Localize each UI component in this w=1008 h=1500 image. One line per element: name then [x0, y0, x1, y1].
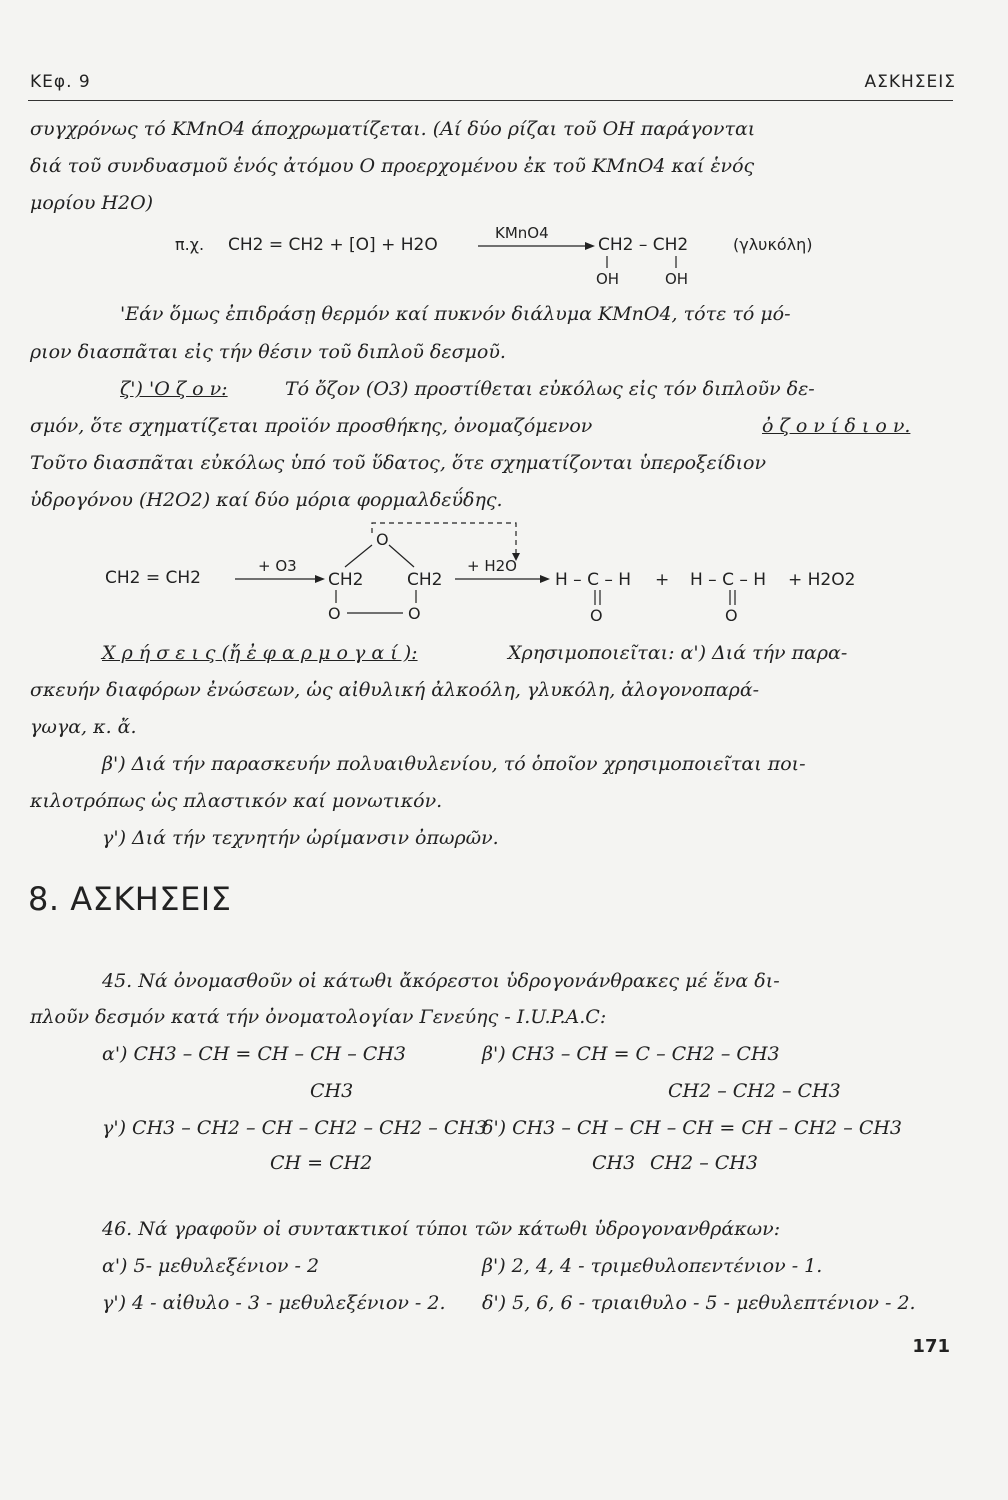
header-rule [28, 100, 953, 101]
eq2-prod2: H – C – H [690, 570, 767, 590]
para2-line1: 'Εάν ὅμως ἐπιδράσῃ θερμόν καί πυκνόν διάλυμα ΚΜnO4, τότε τό μό- [120, 303, 791, 325]
ex45-d-sub2: CH2 – CH3 [650, 1152, 758, 1174]
para1-line3: μορίου H2O) [30, 192, 154, 214]
ozonolysis-scheme [0, 515, 1008, 625]
chapter-header: ΚΕφ. 9 [30, 72, 91, 92]
eq2-reagent1: + O3 [258, 557, 297, 575]
ex46-line1: 46. Νά γραφοῦν οἱ συντακτικοί τύποι τῶν κάτωθι ὑδρογονανθράκων: [102, 1218, 781, 1240]
eq1-prefix: π.χ. [175, 235, 205, 254]
eq2-reagent2: + H2O [467, 557, 517, 575]
eq2-o-prod1: O [590, 606, 603, 625]
eq2-o-left: O [328, 604, 341, 623]
eq2-bond-left [345, 545, 372, 567]
ozone-line4: ὑδρογόνου (H2O2) καί δύο μόρια φορμαλδεΰδης. [30, 489, 503, 511]
eq1-lhs: CH2 = CH2 + [O] + H2O [228, 235, 438, 255]
uses-b-line1: β') Διά τήν παρασκευήν πολυαιθυλενίου, τό ὁποῖον χρησιμοποιεῖται ποι- [102, 753, 806, 775]
eq2-arrowhead2 [540, 575, 550, 583]
eq2-plus1: + [655, 570, 670, 590]
uses-c-line1: γ') Διά τήν τεχνητήν ὠρίμανσιν ὀπωρῶν. [102, 827, 499, 849]
eq2-plus2: + H2O2 [788, 570, 856, 590]
ex46-a: α') 5- μεθυλεξένιον - 2 [102, 1255, 320, 1277]
uses-line2: σκευήν διαφόρων ἐνώσεων, ὡς αἰθυλική ἀλκοόλη, γλυκόλη, ἀλογονοπαρά- [30, 679, 760, 701]
eq1-reagent: KMnO4 [495, 224, 549, 242]
eq1-name: (γλυκόλη) [733, 235, 813, 254]
section-title: 8. ΑΣΚΗΣΕΙΣ [28, 880, 232, 918]
eq2-arrowhead1 [315, 575, 325, 583]
uses-line3: γωγα, κ. ἄ. [30, 716, 137, 738]
para2-line2: ριον διασπᾶται εἰς τήν θέσιν τοῦ διπλοῦ δεσμοῦ. [30, 341, 506, 363]
ex46-b: β') 2, 4, 4 - τριμεθυλοπεντένιον - 1. [482, 1255, 823, 1277]
uses-b-line2: κιλοτρόπως ὡς πλαστικόν καί μονωτικόν. [30, 790, 443, 812]
eq2-o-right: O [408, 604, 421, 623]
ozone-line3: Τοῦτο διασπᾶται εὐκόλως ὑπό τοῦ ὕδατος, ὅτε σχηματίζονται ὑπεροξείδιον [30, 452, 767, 474]
glycol-equation [0, 220, 1008, 290]
para1-line2: διά τοῦ συνδυασμοῦ ἑνός ἀτόμου O προερχομένου ἐκ τοῦ ΚΜnO4 καί ἑνός [30, 155, 755, 177]
ex45-line1: 45. Νά ὀνομασθοῦν οἱ κάτωθι ἄκόρεστοι ὑδρογονάνθρακες μέ ἕνα δι- [102, 970, 780, 992]
eq1-arrowhead [585, 242, 595, 250]
section-header: ΑΣΚΗΣΕΙΣ [864, 72, 956, 92]
eq2-o-prod2: O [725, 606, 738, 625]
ex45-b: β') CH3 – CH = C – CH2 – CH3 [482, 1043, 780, 1065]
eq2-prod1: H – C – H [555, 570, 632, 590]
ex45-d-sub1: CH3 [592, 1152, 636, 1174]
eq1-oh2: OH [665, 270, 689, 288]
eq1-rhs: CH2 – CH2 [598, 235, 689, 255]
uses-title: Χ ρ ή σ ε ι ς (ἤ ἐ φ α ρ μ ο γ α ί ): [102, 642, 418, 664]
ex45-b-sub: CH2 – CH2 – CH3 [668, 1080, 841, 1102]
eq2-o-top: O [376, 530, 389, 549]
ex45-g-sub: CH = CH2 [270, 1152, 373, 1174]
eq2-ch2a: CH2 [328, 570, 364, 590]
para1-line1: συγχρόνως τό ΚΜnO4 άποχρωματίζεται. (Αί δύο ρίζαι τοῦ OH παράγονται [30, 118, 756, 140]
ex45-line2: πλοῦν δεσμόν κατά τήν ὀνοματολογίαν Γενεύης - I.U.P.A.C: [30, 1006, 607, 1028]
ozone-line2: σμόν, ὅτε σχηματίζεται προϊόν προσθήκης, ὀνομαζόμενον [30, 415, 593, 437]
eq2-lhs: CH2 = CH2 [105, 568, 201, 588]
ex45-a-sub: CH3 [310, 1080, 354, 1102]
ozonide-term: ὀ ζ ο ν ί δ ι ο ν. [762, 415, 911, 437]
ex45-d: δ') CH3 – CH – CH – CH = CH – CH2 – CH3 [482, 1117, 903, 1139]
ex45-a: α') CH3 – CH = CH – CH – CH3 [102, 1043, 406, 1065]
eq2-bond-right [389, 545, 414, 567]
eq2-ch2b: CH2 [407, 570, 443, 590]
ozone-line1: Τό ὄζον (O3) προστίθεται εὐκόλως εἰς τόν διπλοῦν δε- [285, 378, 815, 400]
uses-line1: Χρησιμοποιεῖται: α') Διά τήν παρα- [508, 642, 848, 664]
ex46-d: δ') 5, 6, 6 - τριαιθυλο - 5 - μεθυλεπτένιον - 2. [482, 1292, 916, 1314]
ex46-g: γ') 4 - αἰθυλο - 3 - μεθυλεξένιον - 2. [102, 1292, 446, 1314]
page-number: 171 [912, 1336, 950, 1357]
ex45-g: γ') CH3 – CH2 – CH – CH2 – CH2 – CH3 [102, 1117, 488, 1139]
eq1-oh1: OH [596, 270, 620, 288]
ozone-label: ζ') 'Ο ζ ο ν: [120, 378, 228, 400]
